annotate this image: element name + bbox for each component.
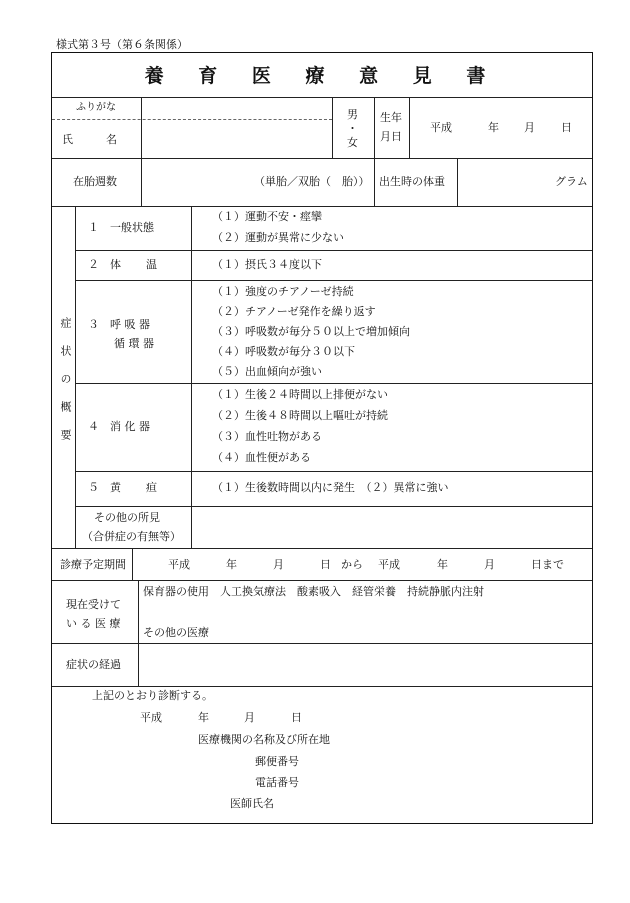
sex-separator: ・ xyxy=(347,122,358,135)
category-temperature: ２ 体 xyxy=(88,258,121,271)
digest-item: （４）血性便がある xyxy=(212,451,311,464)
category-respiratory: ３ 呼 吸 器 xyxy=(88,318,150,331)
general-item: （１）運動不安・痙攣 xyxy=(212,210,322,223)
other-findings-label: その他の所見 xyxy=(94,511,160,524)
period-start-day: 日 xyxy=(320,558,331,571)
doctor-label: 医師氏名 xyxy=(230,797,274,810)
birth-weight-label: 出生時の体重 xyxy=(379,175,445,188)
temp-item: （１）摂氏３４度以下 xyxy=(212,258,322,271)
symptoms-label: 症状の概要 xyxy=(59,317,72,457)
general-item: （２）運動が異常に少ない xyxy=(212,231,344,244)
birth-era: 平成 xyxy=(430,121,452,134)
furigana-label: ふりがな xyxy=(76,102,116,113)
current-treatment-label-2: い る 医 療 xyxy=(66,617,121,630)
form-title: 養 育 医 療 意 見 書 xyxy=(144,65,500,87)
birth-label-1: 生年 xyxy=(380,111,402,124)
treatment-options: 保育器の使用 人工換気療法 酸素吸入 経管栄養 持続静脈内注射 xyxy=(143,585,484,598)
name-label: 氏 名 xyxy=(62,133,117,146)
diagnosis-date-year: 年 xyxy=(198,711,209,724)
resp-item: （１）強度のチアノーゼ持続 xyxy=(212,285,354,298)
category-jaundice: ５ 黄 xyxy=(88,481,121,494)
other-treatment-label: その他の医療 xyxy=(143,626,209,639)
birth-weight-unit: グラム xyxy=(555,175,588,188)
period-start-month: 月 xyxy=(273,558,284,571)
period-start-year: 年 xyxy=(226,558,237,571)
institution-label: 医療機関の名称及び所在地 xyxy=(198,733,330,746)
birth-year-unit: 年 xyxy=(488,121,499,134)
postal-label: 郵便番号 xyxy=(255,755,299,768)
opinion-form xyxy=(51,52,593,824)
phone-label: 電話番号 xyxy=(255,776,299,789)
period-end-year: 年 xyxy=(437,558,448,571)
gestation-value: （単胎／双胎（ 胎）） xyxy=(254,175,370,188)
jaundice-items: （１）生後数時間以内に発生 （２）異常に強い xyxy=(212,481,449,494)
other-findings-sublabel: （合併症の有無等） xyxy=(82,530,181,543)
period-end-month: 月 xyxy=(484,558,495,571)
form-number: 様式第３号（第６条関係） xyxy=(56,38,188,51)
period-from: から xyxy=(341,558,363,571)
resp-item: （２）チアノーゼ発作を繰り返す xyxy=(212,305,376,318)
current-treatment-label: 現在受けて xyxy=(66,598,121,611)
diagnosis-date-month: 月 xyxy=(244,711,255,724)
sex-female[interactable]: 女 xyxy=(347,136,358,149)
category-circulatory: 循 環 器 xyxy=(114,337,154,350)
resp-item: （５）出血傾向が強い xyxy=(212,365,322,378)
category-general: １ 一般状態 xyxy=(88,221,154,234)
digest-item: （３）血性吐物がある xyxy=(212,430,322,443)
digest-item: （１）生後２４時間以上排便がない xyxy=(212,388,388,401)
period-label: 診療予定期間 xyxy=(60,558,126,571)
period-start-era: 平成 xyxy=(168,558,190,571)
diagnosis-statement: 上記のとおり診断する。 xyxy=(92,689,213,702)
birth-day-unit: 日 xyxy=(561,121,572,134)
birth-month-unit: 月 xyxy=(524,121,535,134)
period-end-era: 平成 xyxy=(378,558,400,571)
period-end-day: 日まで xyxy=(531,558,564,571)
resp-item: （４）呼吸数が毎分３０以下 xyxy=(212,345,355,358)
category-jaundice-2: 疸 xyxy=(146,481,157,494)
gestation-label: 在胎週数 xyxy=(73,175,117,188)
category-digestive: ４ 消 化 器 xyxy=(88,420,150,433)
diagnosis-date-era: 平成 xyxy=(140,711,162,724)
sex-male[interactable]: 男 xyxy=(347,108,358,121)
progress-label: 症状の経過 xyxy=(66,658,121,671)
category-temperature-2: 温 xyxy=(146,258,157,271)
birth-label-2: 月日 xyxy=(380,130,402,143)
resp-item: （３）呼吸数が毎分５０以上で増加傾向 xyxy=(212,325,410,338)
digest-item: （２）生後４８時間以上嘔吐が持続 xyxy=(212,409,388,422)
diagnosis-date-day: 日 xyxy=(291,711,302,724)
